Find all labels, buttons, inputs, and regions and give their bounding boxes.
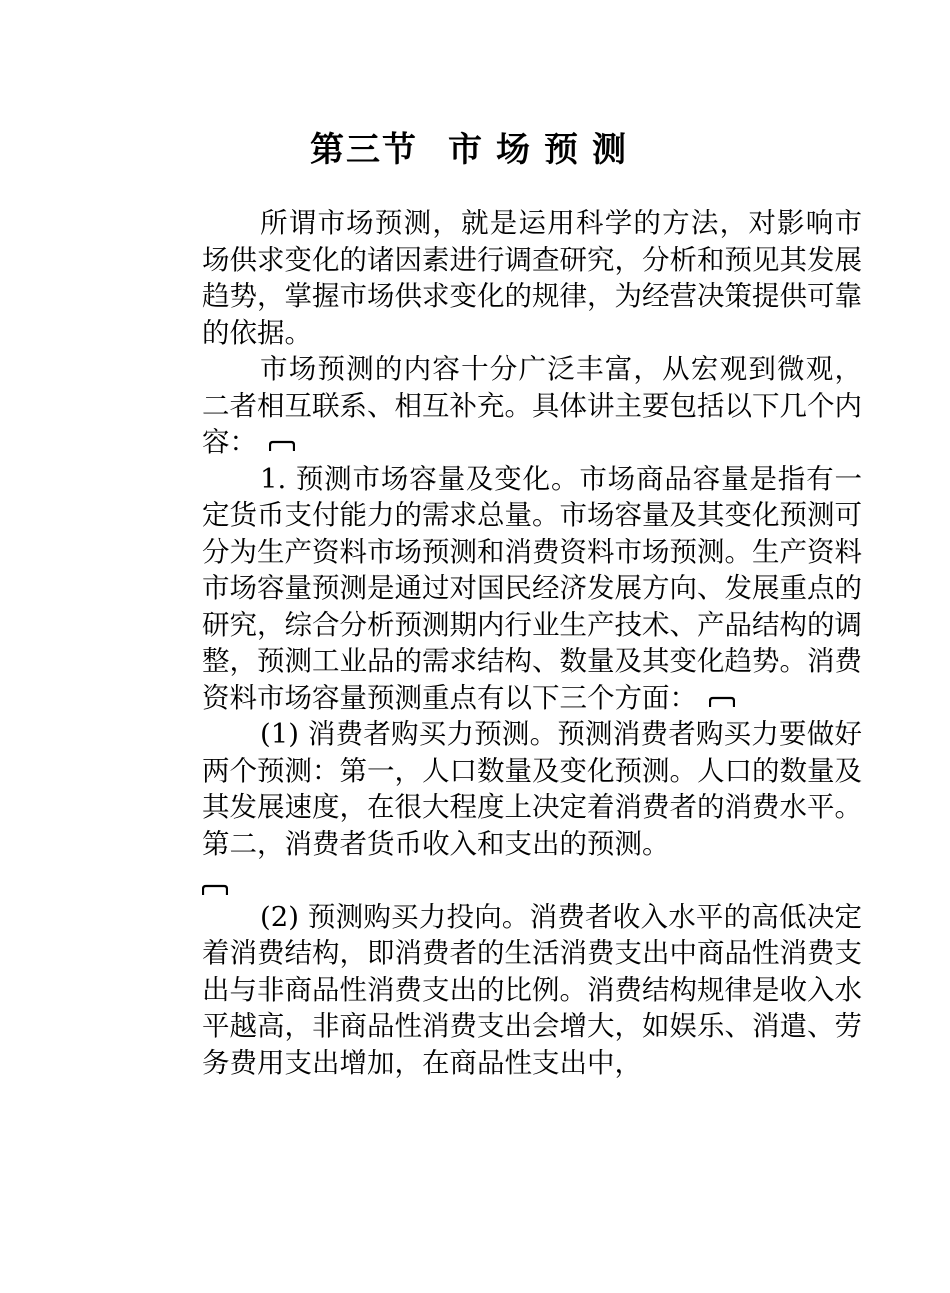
section-number: 第三节 bbox=[310, 130, 418, 170]
paragraph-purchasing-power bbox=[202, 716, 862, 862]
paragraph-market-capacity bbox=[202, 461, 862, 717]
section-heading bbox=[0, 128, 950, 172]
paragraph-text: (2) 预测购买力投向。消费者收入水平的高低决定着消费结构，即消费者的生活消费支出中商品性消费支出与非商品性消费支出的比例。消费结构规律是收入水平越高，非商品性消费支出会增大，如娱乐、消遣、劳务费用支出增加，在商品性支出中， bbox=[202, 900, 862, 1079]
bracket-mark-line bbox=[202, 862, 862, 899]
paragraph-text: 所谓市场预测，就是运用科学的方法，对影响市场供求变化的诸因素进行调查研究，分析和预见其发展趋势，掌握市场供求变化的规律，为经营决策提供可靠的依据。 bbox=[202, 207, 862, 349]
paragraph-content-overview bbox=[202, 351, 862, 461]
body-text bbox=[202, 205, 862, 1081]
paragraph-text: 1. 预测市场容量及变化。市场商品容量是指有一定货币支付能力的需求总量。市场容量及其变化预测可分为生产资料市场预测和消费资料市场预测。生产资料市场容量预测是通过对国民经济发展方向、发展重点的研究，综合分析预测期内行业生产技术、产品结构的调整，预测工业品的需求结构、数量及其变化趋势。消费资料市场容量预测重点有以下三个方面： bbox=[202, 462, 862, 714]
bracket-mark-icon bbox=[269, 440, 295, 452]
bracket-mark-icon bbox=[709, 696, 735, 708]
bracket-mark-icon bbox=[202, 884, 228, 896]
paragraph-text: (1) 消费者购买力预测。预测消费者购买力要做好两个预测：第一，人口数量及变化预测。人口的数量及其发展速度，在很大程度上决定着消费者的消费水平。第二，消费者货币收入和支出的预测。 bbox=[202, 718, 862, 860]
paragraph-text: 市场预测的内容十分广泛丰富，从宏观到微观，二者相互联系、相互补充。具体讲主要包括以下几个内容： bbox=[202, 353, 862, 458]
section-title: 市场预测 bbox=[448, 130, 640, 170]
paragraph-purchasing-direction bbox=[202, 899, 862, 1082]
paragraph-definition bbox=[202, 205, 862, 351]
